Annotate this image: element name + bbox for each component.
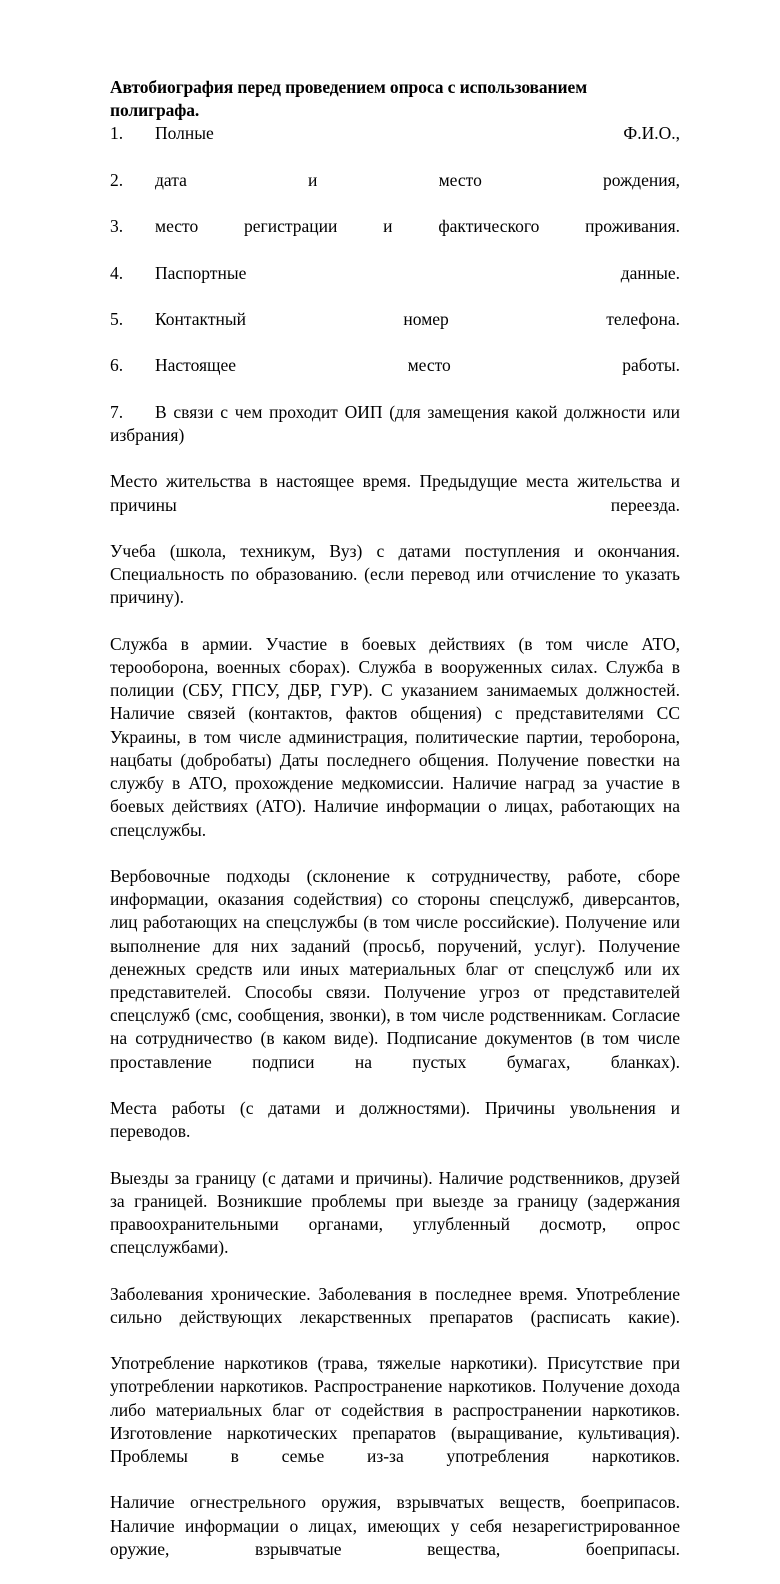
list-item-number: 2.: [110, 169, 124, 190]
list-item: [110, 354, 680, 400]
list-item-number: 4.: [110, 262, 124, 283]
paragraph-foreign-travel: Выезды за границу (с датами и причины). Наличие родственников, друзей за границей. Возникшие проблемы при выезде за границу (задержания правоохранительными органами, углубленный досмотр, опрос спецслужбами).: [110, 1167, 680, 1258]
list-item-number: 5.: [110, 309, 124, 330]
list-item-number: 7.: [110, 401, 124, 422]
list-item: [110, 262, 680, 308]
page-title: Автобиография перед проведением опроса с использованием полиграфа.: [110, 77, 588, 121]
list-item-number: 1.: [110, 123, 124, 144]
list-item-number: 3.: [110, 216, 124, 237]
paragraph-drug-use: Употребление наркотиков (трава, тяжелые наркотики). Присутствие при употреблении наркотиков. Распространение наркотиков. Получение дохода либо материальных благ от содействия в распространении наркотиков. Изготовление наркотических препаратов (выращивание, культивация). Проблемы в семье из-за употребления наркотиков.: [110, 1353, 680, 1466]
list-item: [110, 122, 680, 168]
paragraph-illnesses: Заболевания хронические. Заболевания в последнее время. Употребление сильно действующих лекарственных препаратов (расписать какие).: [110, 1283, 680, 1327]
list-item-label: Настоящее место работы.: [155, 355, 680, 376]
list-item-label: Паспортные данные.: [155, 262, 680, 283]
paragraph-residence: Место жительства в настоящее время. Предыдущие места жительства и причины переезда.: [110, 471, 680, 515]
list-item: [110, 169, 680, 215]
paragraph-weapons: Наличие огнестрельного оружия, взрывчатых веществ, боеприпасов. Наличие информации о лицах, имеющих у себя незарегистрированное оружие, взрывчатые вещества, боеприпасы.: [110, 1492, 680, 1559]
list-item: [110, 215, 680, 261]
paragraph-military-service: Служба в армии. Участие в боевых действиях (в том числе АТО, терооборона, военных сборах). Служба в вооруженных силах. Служба в полиции (СБУ, ГПСУ, ДБР, ГУР). С указанием занимаемых должностей. Наличие связей (контактов, фактов общения) с представителями СС Украины, в том числе администрация, политические партии, тероборона, нацбаты (добробаты) Даты последнего общения. Получение повестки на службу в АТО, прохождение медкомиссии. Наличие наград за участие в боевых действиях (АТО). Наличие информации о лицах, работающих на спецслужбы.: [110, 633, 680, 840]
list-item: [110, 308, 680, 354]
paragraph-education: Учеба (школа, техникум, Вуз) с датами поступления и окончания. Специальность по образованию. (если перевод или отчисление то указать причину).: [110, 541, 680, 608]
list-item-number: 6.: [110, 355, 124, 376]
document-body: [110, 76, 680, 1584]
list-item-label: место регистрации и фактического проживания.: [155, 216, 680, 237]
list-item-label: Контактный номер телефона.: [155, 309, 680, 330]
list-item: [110, 401, 680, 471]
paragraph-workplaces: Места работы (с датами и должностями). Причины увольнения и переводов.: [110, 1097, 680, 1142]
list-item-label: В связи с чем проходит ОИП (для замещения какой должности или избрания): [110, 401, 680, 446]
list-item-label: дата и место рождения,: [155, 169, 680, 190]
list-item-label: Полные Ф.И.О.,: [155, 123, 680, 144]
paragraph-recruitment-approaches: Вербовочные подходы (склонение к сотрудничеству, работе, сборе информации, оказания содействия) со стороны спецслужб, диверсантов, лиц работающих на спецслужбы (в том числе российские). Получение или выполнение для них заданий (просьб, поручений, услуг). Получение денежных средств или иных материальных благ от спецслужб или их представителей. Способы связи. Получение угроз от представителей спецслужб (смс, сообщения, звонки), в том числе родственникам. Согласие на сотрудничество (в каком виде). Подписание документов (в том числе проставление подписи на пустых бумагах, бланках).: [110, 865, 680, 1072]
numbered-list: [110, 122, 680, 470]
